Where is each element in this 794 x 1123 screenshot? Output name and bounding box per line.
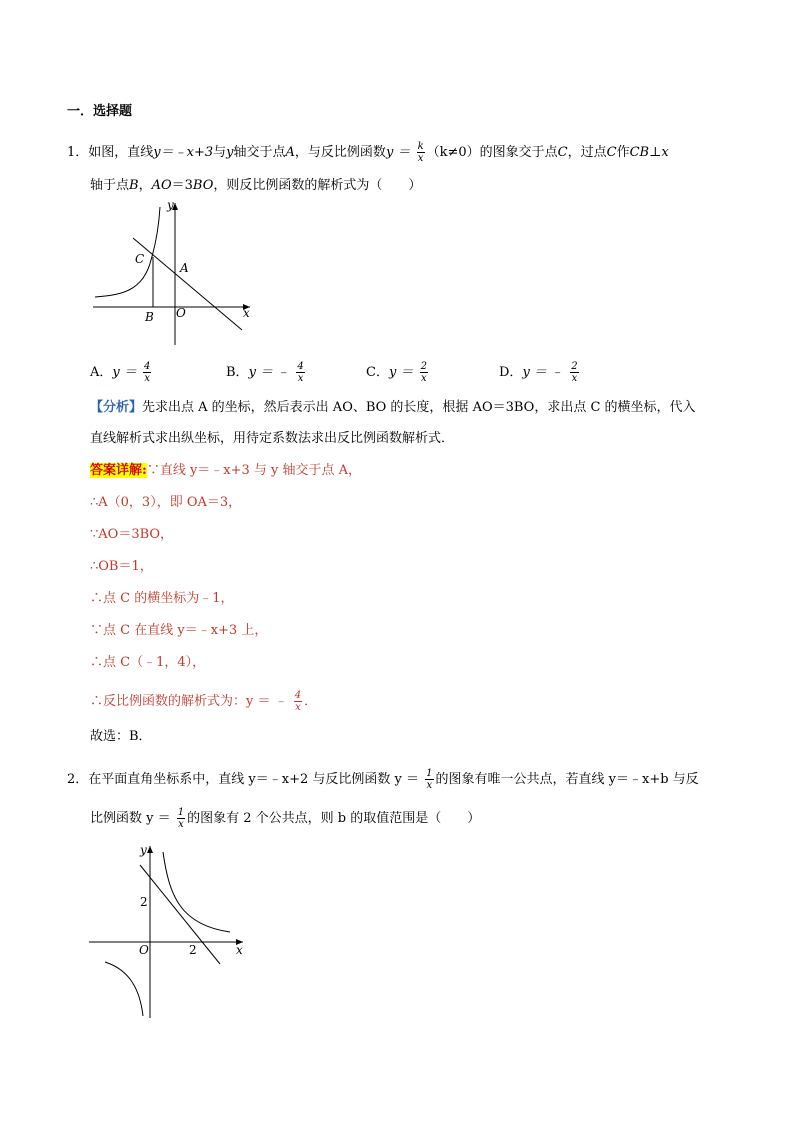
- q1-figure: [85, 195, 260, 350]
- q1-answer-line7: ∴点 C（﹣1，4），: [90, 655, 206, 670]
- q1-answer-line8: ∴反比例函数的解析式为：y ＝ ﹣ $\frac{4}{x}$ ．: [90, 690, 318, 713]
- q1-number: 1．: [67, 145, 89, 160]
- q1-answer-line4: ∴OB＝1，: [90, 559, 153, 574]
- q2-hyperbola-lower: [105, 962, 143, 1016]
- q1-option-d[interactable]: D．y ＝ ﹣ $\frac{2}{x}$: [499, 361, 578, 384]
- analysis-tag: 【分析】: [90, 400, 143, 415]
- q1-fraction-k-over-x: $\frac{k}{x}$: [417, 141, 424, 164]
- q1-label-O: O: [176, 306, 186, 320]
- q2-label-2y: 2: [140, 895, 148, 909]
- q1-answer-line1: 答案详解:∵直线 y＝﹣x+3 与 y 轴交于点 A，: [90, 463, 362, 478]
- q1-answer-line2: ∴A（0，3），即 OA＝3，: [90, 495, 242, 510]
- q2-label-O: O: [139, 943, 149, 957]
- q1-analysis-line1: 【分析】先求出点 A 的坐标，然后表示出 AO、BO 的长度，根据 AO＝3BO，求出点 C 的横坐标，代入: [90, 400, 696, 415]
- q1-option-b[interactable]: B．y ＝ ﹣ $\frac{4}{x}$: [226, 361, 304, 384]
- q1-option-c[interactable]: C．y ＝ $\frac{2}{x}$: [366, 361, 427, 384]
- q2-number: 2．: [67, 772, 89, 787]
- answer-tag: 答案详解:: [90, 463, 147, 478]
- q2-label-y: y: [140, 843, 147, 857]
- q1-line1: 1．如图，直线y＝﹣x+3与y轴交于点A，与反比例函数y ＝ $\frac{k}{x}$ （k≠0）的图象交于点C，过点C作CB⊥x: [67, 141, 669, 164]
- q1-label-B: B: [145, 310, 154, 324]
- q1-line2: 轴于点B，AO＝3BO，则反比例函数的解析式为（ ）: [90, 178, 422, 193]
- q1-option-a[interactable]: A．y ＝ $\frac{4}{x}$: [90, 361, 151, 384]
- q1-choice: 故选：B．: [90, 729, 152, 744]
- q1-label-A: A: [180, 261, 189, 275]
- q2-figure: [85, 840, 260, 1020]
- q2-fraction-1-over-x: $\frac{1}{x}$: [426, 768, 433, 791]
- q2-line2: 比例函数 y ＝ $\frac{1}{x}$ 的图象有 2 个公共点，则 b 的取值范围是（ ）: [90, 807, 481, 830]
- q1-answer-line6: ∵点 C 在直线 y＝﹣x+3 上，: [90, 623, 268, 638]
- q2-y-arrow: [147, 846, 153, 853]
- q2-label-x: x: [236, 943, 243, 957]
- q1-label-y: y: [167, 198, 174, 212]
- section-title: 一．选择题: [67, 104, 133, 119]
- q2-label-2x: 2: [189, 943, 197, 957]
- q1-label-x: x: [243, 306, 250, 320]
- q1-answer-line5: ∴点 C 的横坐标为﹣1，: [90, 591, 234, 606]
- q1-label-C: C: [135, 252, 145, 266]
- q2-line1: 2．在平面直角坐标系中，直线 y＝﹣x+2 与反比例函数 y ＝ $\frac{1}{x}$ 的图象有唯一公共点，若直线 y＝﹣x+b 与反: [67, 768, 699, 791]
- q1-answer-line3: ∵AO＝3BO，: [90, 527, 174, 542]
- q1-analysis-line2: 直线解析式求出纵坐标，用待定系数法求出反比例函数解析式．: [90, 431, 455, 446]
- q2-line: [140, 865, 220, 964]
- q2-hyperbola-upper: [163, 852, 230, 932]
